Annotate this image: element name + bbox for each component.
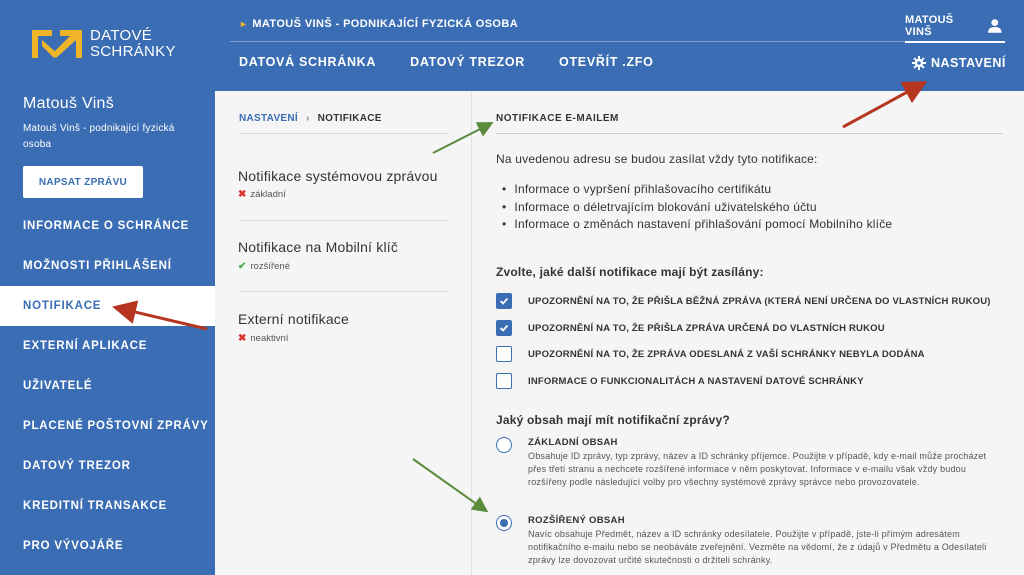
checkbox-option[interactable]	[496, 320, 885, 336]
breadcrumb-current: NOTIFIKACE	[317, 113, 382, 124]
top-navigation	[239, 55, 654, 69]
sidebar-item-uzivatele[interactable]: UŽIVATELÉ	[23, 380, 93, 392]
user-name: MATOUŠ VINŠ	[905, 14, 954, 38]
sidebar	[0, 91, 215, 575]
checkbox-option[interactable]	[496, 373, 864, 389]
user-icon	[987, 18, 1003, 34]
divider	[239, 133, 449, 134]
email-notification-panel	[472, 91, 1024, 575]
list-item-text: Informace o vypršení přihlašovacího certifikátu	[514, 182, 772, 196]
notif-type-title[interactable]: Notifikace systémovou zprávou	[238, 168, 438, 184]
notif-type-status-text: neaktivní	[250, 333, 289, 344]
checkbox[interactable]	[496, 293, 512, 309]
logo-text-line2: SCHRÁNKY	[90, 43, 176, 60]
checkbox-label: UPOZORNĚNÍ NA TO, ŽE ZPRÁVA ODESLANÁ Z VAŠÍ SCHRÁNKY NEBYLA DODÁNA	[528, 348, 925, 360]
sidebar-item-kreditni-transakce[interactable]: KREDITNÍ TRANSAKCE	[23, 500, 168, 512]
logo-text	[90, 28, 176, 60]
radio-title: ROZŠÍŘENÝ OBSAH	[528, 515, 625, 526]
breadcrumb	[239, 113, 382, 124]
content-type-question: Jaký obsah mají mít notifikační zprávy?	[496, 413, 730, 427]
checkmark-icon	[499, 296, 509, 306]
bullet-icon: •	[502, 200, 507, 214]
list-item	[502, 200, 817, 214]
sidebar-item-informace-o-schrance[interactable]: INFORMACE O SCHRÁNCE	[23, 220, 190, 232]
x-icon: ✖	[238, 189, 247, 200]
x-icon: ✖	[238, 333, 247, 344]
sidebar-item-pro-vyvojare[interactable]: PRO VÝVOJÁŘE	[23, 540, 124, 552]
sidebar-item-placene-postovni-zpravy[interactable]: PLACENÉ POŠTOVNÍ ZPRÁVY	[23, 420, 209, 432]
breadcrumb-parent[interactable]: NASTAVENÍ	[239, 113, 298, 124]
divider	[239, 291, 449, 292]
new-message-button[interactable]: NAPSAT ZPRÁVU	[23, 166, 143, 198]
settings-link[interactable]	[912, 56, 1006, 70]
nav-otevrit-zfo[interactable]: OTEVŘÍT .ZFO	[559, 55, 654, 69]
notif-type-title[interactable]: Notifikace na Mobilní klíč	[238, 239, 399, 255]
notif-type-status-text: rozšířené	[250, 261, 290, 272]
organization-selector[interactable]	[239, 18, 518, 30]
notif-type-status	[238, 189, 286, 200]
section-title: NOTIFIKACE E-MAILEM	[496, 113, 619, 124]
list-item-text: Informace o změnách nastavení přihlašování pomocí Mobilního klíče	[514, 217, 893, 231]
account-name: Matouš Vinš	[23, 95, 115, 112]
checkbox[interactable]	[496, 320, 512, 336]
nav-datova-schranka[interactable]: DATOVÁ SCHRÁNKA	[239, 55, 377, 69]
check-icon: ✔	[238, 261, 247, 272]
list-item	[502, 217, 892, 231]
bullet-icon: •	[502, 217, 507, 231]
checkbox[interactable]	[496, 373, 512, 389]
intro-text: Na uvedenou adresu se budou zasílat vždy tyto notifikace:	[496, 152, 818, 166]
radio-description: Obsahuje ID zprávy, typ zprávy, název a ID schránky příjemce. Použijte v případě, kdy e-mail může procházet přes třetí stranu a nechcete rozšířené informace v něm poskytovat. Informace v e-mailu však vždy budou rozšířeny podle následující volby pro všechny systémové zprávy správce nebo provozovatele.	[528, 451, 987, 487]
radio-description: Navíc obsahuje Předmět, název a ID schránky odesílatele. Použijte v případě, jste-li přímým adresátem notifikačního e-mailu nebo se neobáváte zveřejnění. Vezměte na vědomí, že z údajů v Předmětu a Odesílateli zprávy lze dovozovat určité skutečnosti o držiteli schránky.	[528, 529, 987, 565]
notif-type-status-text: základní	[250, 189, 286, 200]
logo[interactable]	[30, 28, 176, 60]
sidebar-item-moznosti-prihlaseni[interactable]: MOŽNOSTI PŘIHLÁŠENÍ	[23, 260, 172, 272]
checkbox-option[interactable]	[496, 346, 925, 362]
header-divider	[230, 41, 905, 42]
list-item	[502, 182, 771, 196]
radio-button[interactable]	[496, 437, 512, 453]
sidebar-item-externi-aplikace[interactable]: EXTERNÍ APLIKACE	[23, 340, 148, 352]
settings-label: NASTAVENÍ	[931, 56, 1006, 70]
notif-type-status	[238, 333, 288, 344]
logo-text-line1: DATOVÉ	[90, 27, 153, 44]
top-header	[0, 0, 1024, 91]
optional-notifications-question: Zvolte, jaké další notifikace mají být zasílány:	[496, 265, 764, 279]
nav-datovy-trezor[interactable]: DATOVÝ TREZOR	[410, 55, 526, 69]
list-item-text: Informace o déletrvajícím blokování uživatelského účtu	[514, 200, 817, 214]
account-subtitle: Matouš Vinš - podnikající fyzická osoba	[23, 123, 175, 150]
radio-selected-dot	[500, 519, 508, 527]
gear-icon	[912, 56, 926, 70]
organization-name: MATOUŠ VINŠ - PODNIKAJÍCÍ FYZICKÁ OSOBA	[252, 18, 519, 30]
radio-option[interactable]	[496, 515, 1004, 567]
checkbox-label: UPOZORNĚNÍ NA TO, ŽE PŘIŠLA BĚŽNÁ ZPRÁVA (KTERÁ NENÍ URČENA DO VLASTNÍCH RUKOU)	[528, 295, 991, 307]
checkbox-label: INFORMACE O FUNKCIONALITÁCH A NASTAVENÍ DATOVÉ SCHRÁNKY	[528, 375, 864, 387]
bullet-icon: •	[502, 182, 507, 196]
checkbox[interactable]	[496, 346, 512, 362]
checkmark-icon	[499, 323, 509, 333]
notification-types-panel	[215, 91, 472, 575]
checkbox-label: UPOZORNĚNÍ NA TO, ŽE PŘIŠLA ZPRÁVA URČENÁ DO VLASTNÍCH RUKOU	[528, 322, 885, 334]
radio-option[interactable]	[496, 437, 1004, 489]
triangle-right-icon: ►	[239, 19, 249, 29]
notif-type-title[interactable]: Externí notifikace	[238, 311, 349, 327]
notif-type-status	[238, 261, 290, 272]
radio-title: ZÁKLADNÍ OBSAH	[528, 437, 618, 448]
divider	[496, 133, 1003, 134]
user-menu[interactable]	[905, 11, 1005, 43]
logo-mark-icon	[30, 28, 84, 60]
sidebar-item-datovy-trezor[interactable]: DATOVÝ TREZOR	[23, 460, 131, 472]
radio-button[interactable]	[496, 515, 512, 531]
sidebar-item-notifikace[interactable]: NOTIFIKACE	[0, 286, 215, 326]
divider	[239, 220, 449, 221]
chevron-right-icon: ›	[306, 113, 310, 124]
checkbox-option[interactable]	[496, 293, 991, 309]
